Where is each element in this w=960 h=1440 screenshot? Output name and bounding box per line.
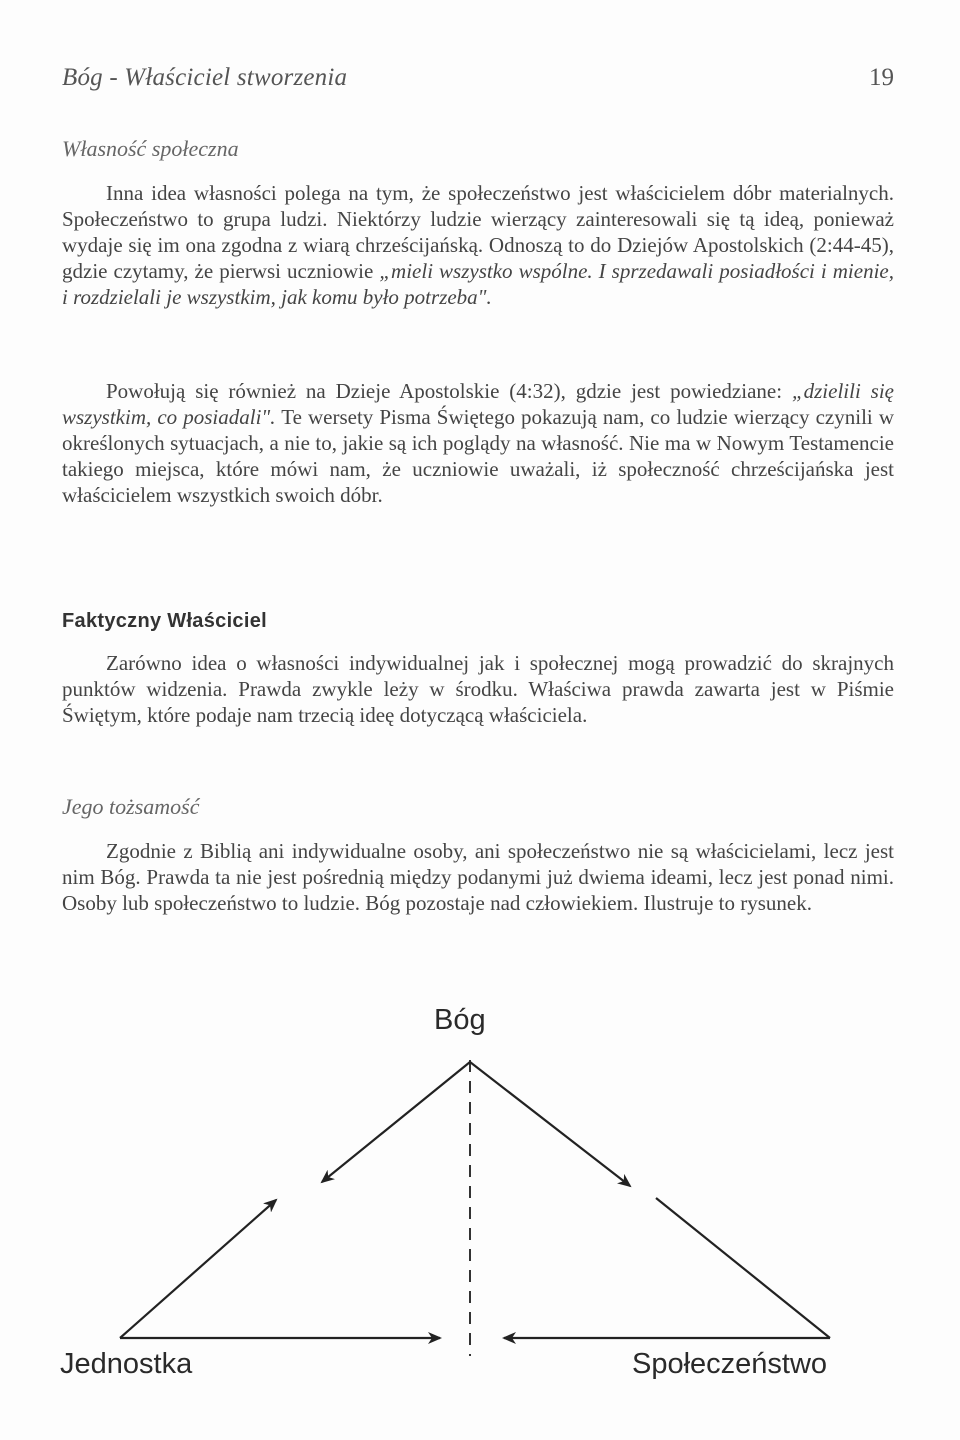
line-society-up xyxy=(656,1198,830,1338)
arrow-god-to-individual xyxy=(322,1062,470,1182)
ownership-diagram xyxy=(0,990,960,1410)
arrow-individual-up xyxy=(120,1200,276,1338)
section-title-social-ownership: Własność społeczna xyxy=(62,136,239,161)
paragraph-2-text-cont: Te wersety Pisma Świętego pokazują nam, co ludzie wierzący czynili w określonych sytuacjach, a nie to, jakie są ich poglądy na własność. Nie ma w Nowym Testamencie takiego miejsca, które mówi nam, że uczniowie uważali, iż społeczność chrześcijańska jest właścicielem wszystkich swoich dóbr. xyxy=(62,405,894,507)
paragraph-1-text: Inna idea własności polega na tym, że społeczeństwo jest właścicielem dóbr materialnych. Społeczeństwo to grupa ludzi. Niektórzy ludzie wierzący zainteresowali się tą ideą, ponieważ wydaje się im ona zgodna z wiarą chrześcijańską. Odnoszą to do Dziejów Apostolskich (2:44-45), gdzie czytamy, że pierwsi uczniowie xyxy=(62,181,894,283)
paragraph-2 xyxy=(62,378,894,508)
paragraph-3: Zarówno idea o własności indywidualnej jak i społecznej mogą prowadzić do skrajnych punktów widzenia. Prawda zwykle leży w środku. Właściwa prawda zawarta jest w Piśmie Świętym, które podaje nam trzecią ideę dotyczącą właściciela. xyxy=(62,651,894,727)
section-title-his-identity: Jego tożsamość xyxy=(62,794,200,819)
paragraph-2-quote: „dzielili się wszystkim, co posiadali". xyxy=(62,379,894,429)
label-society: Społeczeństwo xyxy=(632,1348,828,1380)
paragraph-1-quote: „mieli wszystko wspólne. I sprzedawali posiadłości i mienie, i rozdzielali je wszystkim, jak komu było potrzeba". xyxy=(62,259,894,309)
label-god: Bóg xyxy=(434,1004,486,1036)
running-header xyxy=(62,64,894,92)
page-number: 19 xyxy=(869,64,894,91)
paragraph-2-text: Powołują się również na Dzieje Apostolskie (4:32), gdzie jest powiedziane: xyxy=(106,379,792,403)
arrow-god-to-society xyxy=(470,1062,630,1186)
paragraph-1 xyxy=(62,180,894,310)
label-individual: Jednostka xyxy=(60,1348,193,1380)
running-title: Bóg - Właściciel stworzenia xyxy=(62,64,348,91)
section-title-actual-owner: Faktyczny Właściciel xyxy=(62,610,267,632)
paragraph-4: Zgodnie z Biblią ani indywidualne osoby, ani społeczeństwo nie są właścicielami, lecz jest nim Bóg. Prawda ta nie jest pośrednią między podanymi już dwiema ideami, lecz jest ponad nimi. Osoby lub społeczeństwo to ludzie. Bóg pozostaje nad człowiekiem. Ilustruje to rysunek. xyxy=(62,839,894,915)
diagram-svg xyxy=(0,990,960,1410)
